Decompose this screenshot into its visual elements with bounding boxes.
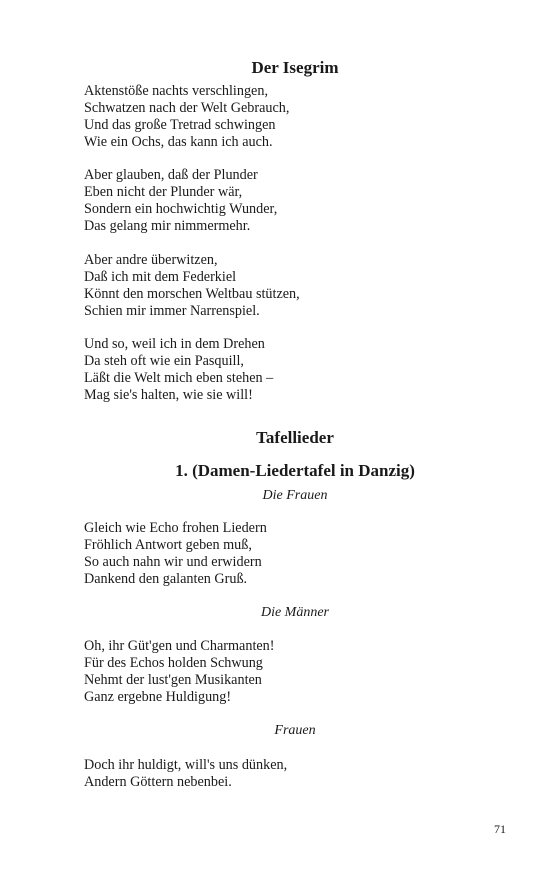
verse-line: Für des Echos holden Schwung [84,655,263,671]
verse-line: Eben nicht der Plunder wär, [84,184,243,200]
verse-line: Wie ein Ochs, das kann ich auch. [84,134,273,150]
poem2-stanza-3 [84,757,287,791]
verse-line: Das gelang mir nimmermehr. [84,218,251,234]
poem1-stanza-3 [84,252,300,320]
verse-line: Da steh oft wie ein Pasquill, [84,353,244,369]
verse-line: Und so, weil ich in dem Drehen [84,336,265,352]
verse-line: Daß ich mit dem Federkiel [84,269,237,285]
verse-line: Fröhlich Antwort geben muß, [84,537,252,553]
verse-line: Könnt den morschen Weltbau stützen, [84,286,300,302]
poem1-stanza-1 [84,83,289,151]
verse-line: Läßt die Welt mich eben stehen – [84,370,274,386]
verse-line: Doch ihr huldigt, will's uns dünken, [84,757,288,773]
verse-line: Nehmt der lust'gen Musikanten [84,672,262,688]
verse-line: Schwatzen nach der Welt Gebrauch, [84,100,290,116]
speaker-label-frauen: Frauen [274,723,316,738]
page-number: 71 [494,822,506,836]
verse-line: Oh, ihr Güt'gen und Charmanten! [84,638,275,654]
section-title-tafellieder: Tafellieder [256,428,334,447]
verse-line: So auch nahn wir und erwidern [84,554,262,570]
poem1-stanza-2 [84,167,277,235]
verse-line: Andern Göttern nebenbei. [84,774,232,790]
poem-title-der-isegrim: Der Isegrim [251,58,339,77]
verse-line: Schien mir immer Narrenspiel. [84,303,260,319]
verse-line: Mag sie's halten, wie sie will! [84,387,253,403]
verse-line: Sondern ein hochwichtig Wunder, [84,201,278,217]
verse-line: Aber andre überwitzen, [84,252,218,268]
verse-line: Aber glauben, daß der Plunder [84,167,258,183]
poem-title-damen-liedertafel: 1. (Damen-Liedertafel in Danzig) [175,461,415,480]
verse-line: Gleich wie Echo frohen Liedern [84,520,267,536]
poem1-stanza-4 [84,336,273,404]
verse-line: Und das große Tretrad schwingen [84,117,276,133]
verse-line: Ganz ergebne Huldigung! [84,689,232,705]
poem2-stanza-2 [84,638,275,706]
verse-line: Aktenstöße nachts verschlingen, [84,83,268,99]
speaker-label-die-frauen: Die Frauen [262,488,328,503]
verse-line: Dankend den galanten Gruß. [84,571,248,587]
poem2-stanza-1 [84,520,267,588]
speaker-label-die-maenner: Die Männer [260,605,330,620]
